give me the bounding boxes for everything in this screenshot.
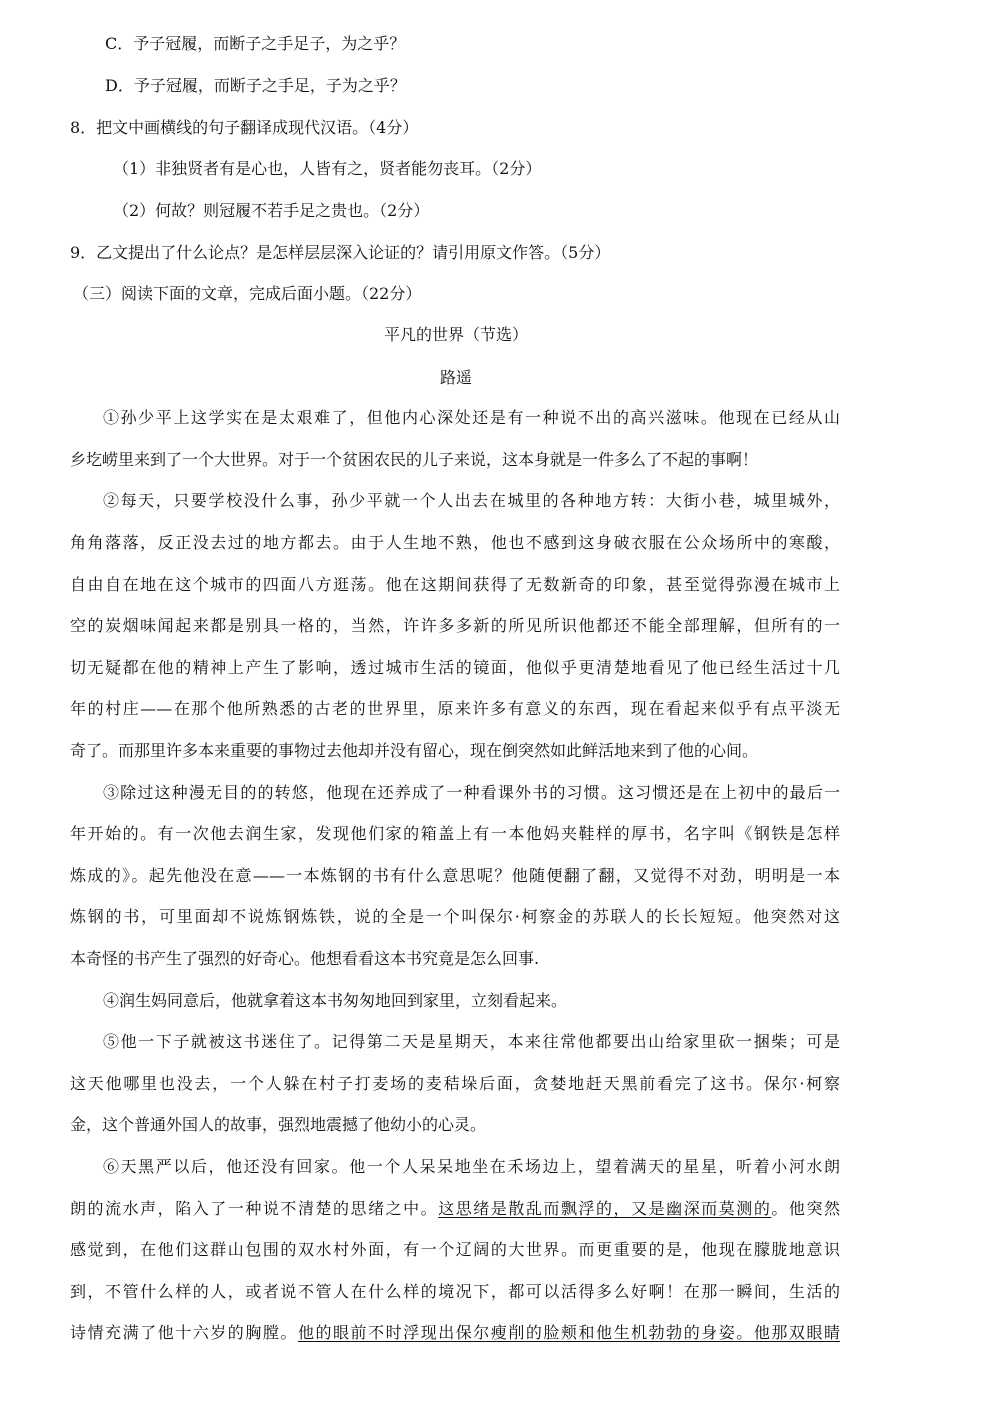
paragraph-6-text: 。他突然 [771, 1199, 840, 1218]
paragraph-2-line: 自由自在地在这个城市的四面八方逛荡。他在这期间获得了无数新奇的印象，甚至觉得弥漫在城市上 [70, 575, 840, 594]
paragraph-4: ④润生妈同意后，他就拿着这本书匆匆地回到家里，立刻看起来。 [103, 991, 568, 1010]
paragraph-3-line: 年开始的。有一次他去润生家，发现他们家的箱盖上有一本他妈夹鞋样的厚书，名字叫《钢铁是怎样 [70, 824, 840, 843]
paragraph-6-text: 诗情充满了他十六岁的胸膛。 [70, 1323, 298, 1342]
paragraph-3-line: 炼成的》。起先他没在意——一本炼钢的书有什么意思呢？他随便翻了翻，又觉得不对劲，明明是一本 [70, 866, 840, 885]
paragraph-5-line: 这天他哪里也没去，一个人躲在村子打麦场的麦秸垛后面，贪婪地赶天黑前看完了这书。保尔·柯察 [70, 1074, 840, 1093]
paragraph-3-line: 炼钢的书，可里面却不说炼钢炼铁，说的全是一个叫保尔·柯察金的苏联人的长长短短。他突然对这 [70, 907, 840, 926]
paragraph-2-line: 空的炭烟味闻起来都是别具一格的，当然，许许多多新的所见所识他都还不能全部理解，但所有的一 [70, 616, 840, 635]
paragraph-5-line: ⑤他一下子就被这书迷住了。记得第二天是星期天，本来往常他都要出山给家里砍一捆柴；可是 [103, 1032, 840, 1051]
paragraph-1-line: ①孙少平上这学实在是太艰难了，但他内心深处还是有一种说不出的高兴滋味。他现在已经从山 [103, 408, 840, 427]
paragraph-6-line [70, 1323, 840, 1343]
option-d: D．予子冠履，而断子之手足，子为之乎？ [105, 76, 406, 95]
paragraph-6-line: ⑥天黑严以后，他还没有回家。他一个人呆呆地坐在禾场边上，望着满天的星星，听着小河水朗 [103, 1157, 840, 1176]
paragraph-3-line: 本奇怪的书产生了强烈的好奇心。他想看看这本书究竟是怎么回事. [70, 949, 540, 968]
question-8: 8．把文中画横线的句子翻译成现代汉语。（4分） [70, 118, 419, 137]
underlined-sentence: 这思绪是散乱而飘浮的，又是幽深而莫测的 [438, 1199, 772, 1218]
question-8-1: （1）非独贤者有是心也，人皆有之，贤者能勿丧耳。（2分） [113, 159, 542, 178]
question-9: 9．乙文提出了什么论点？是怎样层层深入论证的？请引用原文作答。（5分） [70, 243, 611, 262]
paragraph-5-line: 金，这个普通外国人的故事，强烈地震撼了他幼小的心灵。 [70, 1115, 487, 1134]
paragraph-2-line: 奇了。而那里许多本来重要的事物过去他却并没有留心，现在倒突然如此鲜活地来到了他的心间。 [70, 741, 759, 760]
paragraph-6-line: 到，不管什么样的人，或者说不管人在什么样的境况下，都可以活得多么好啊！在那一瞬间，生活的 [70, 1282, 840, 1301]
article-title: 平凡的世界（节选） [383, 325, 528, 344]
paragraph-2-line: 切无疑都在他的精神上产生了影响，透过城市生活的镜面，他似乎更清楚地看见了他已经生活过十几 [70, 658, 840, 677]
paragraph-6-line [70, 1199, 840, 1219]
question-8-2: （2）何故？则冠履不若手足之贵也。（2分） [113, 201, 430, 220]
option-c: C．予子冠履，而断子之手足子，为之乎？ [105, 34, 406, 53]
paragraph-6-text: 朗的流水声，陷入了一种说不清楚的思绪之中。 [70, 1199, 439, 1218]
paragraph-6-line: 感觉到，在他们这群山包围的双水村外面，有一个辽阔的大世界。而更重要的是，他现在朦胧地意识 [70, 1240, 840, 1259]
paragraph-2-line: ②每天，只要学校没什么事，孙少平就一个人出去在城里的各种地方转：大街小巷，城里城外， [103, 491, 840, 510]
article-author: 路遥 [439, 368, 472, 387]
paragraph-1-line: 乡圪崂里来到了一个大世界。对于一个贫困农民的儿子来说，这本身就是一件多么了不起的事啊！ [70, 450, 759, 469]
underlined-sentence: 他的眼前不时浮现出保尔瘦削的脸颊和他生机勃勃的身姿。他那双眼睛 [297, 1323, 840, 1342]
paragraph-3-line: ③除过这种漫无目的的转悠，他现在还养成了一种看课外书的习惯。这习惯还是在上初中的最后一 [103, 783, 840, 802]
paragraph-2-line: 年的村庄——在那个他所熟悉的古老的世界里，原来许多有意义的东西，现在看起来似乎有点平淡无 [70, 699, 840, 718]
paragraph-2-line: 角角落落，反正没去过的地方都去。由于人生地不熟，他也不感到这身破衣服在公众场所中的寒酸， [70, 533, 840, 552]
section-3-heading: （三）阅读下面的文章，完成后面小题。（22分） [73, 284, 422, 303]
